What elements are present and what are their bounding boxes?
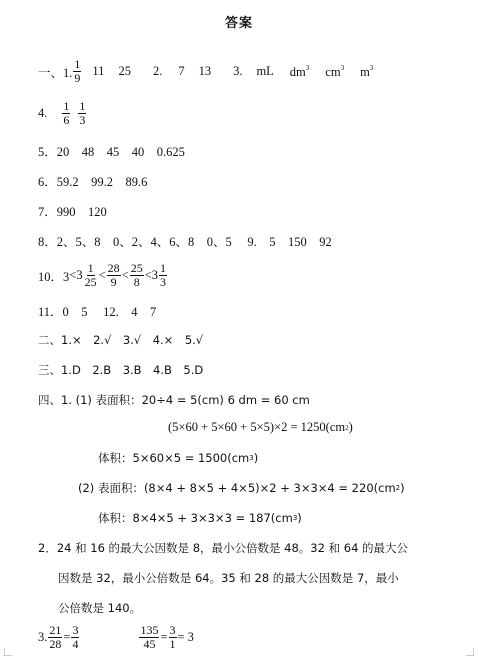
fraction: $\frac{135}{45}$ — [140, 623, 159, 651]
unit: mL — [256, 64, 274, 78]
value: 2. — [152, 64, 163, 78]
item-label: 3. — [38, 630, 48, 644]
fraction: $\frac{1}{9}$ — [74, 57, 81, 85]
answer-line-7: 7．990 120 — [38, 205, 107, 219]
fraction: $\frac{1}{6}$ — [63, 99, 70, 127]
answer-line-10: 10．3 < 3 $\frac{1}{25}$ < $\frac{28}{9}$ < $\frac{25}{8}$ < 3 $\frac{1}{3}$ — [38, 261, 167, 289]
less-than: < — [69, 268, 77, 282]
value: 25 — [118, 64, 131, 78]
value: 13 — [198, 64, 212, 78]
answer-4-2-volume: 体积：8×4×5 + 3×3×3 = 187(cm 3 ) — [98, 511, 302, 525]
value: 7 — [178, 64, 185, 78]
fraction: $\frac{1}{3}$ — [160, 261, 167, 289]
fraction: $\frac{1}{25}$ — [84, 261, 97, 289]
less-than: < — [98, 268, 106, 282]
answer-line-1 — [38, 58, 373, 85]
answer-4-1-surface: 四、1. (1) 表面积：20÷4 = 5(cm) 6 dm = 60 cm — [38, 393, 310, 407]
answer-4-1-volume: 体积：5×60×5 = 1500(cm 3 ) — [98, 451, 259, 465]
less-than: < — [144, 268, 152, 282]
fraction: $\frac{3}{4}$ — [72, 623, 79, 651]
item-label: 10．3 — [38, 269, 70, 284]
answer-4-2-surface: (2) 表面积：(8×4 + 8×5 + 4×5)×2 + 3×3×4 = 220(cm 2 ) — [78, 481, 405, 495]
answer-section-2: 二、1.× 2.√ 3.√ 4.× 5.√ — [38, 333, 204, 347]
value: 3. — [233, 64, 243, 78]
answer-q3: 3. $\frac{21}{28}$ = $\frac{3}{4}$ $\frac{135}{45}$ = $\frac{3}{1}$ = 3 — [38, 623, 194, 651]
less-than: < — [121, 268, 129, 282]
fraction: $\frac{21}{28}$ — [49, 623, 62, 651]
item-label: 一、1. — [38, 65, 73, 80]
unit: $cm^3$ — [325, 63, 345, 79]
answer-q2-line-1: 2．24 和 16 的最大公因数是 8，最小公倍数是 48。32 和 64 的最大公 — [38, 541, 409, 555]
crop-mark-icon — [4, 648, 12, 656]
answer-q2-line-2: 因数是 32，最小公倍数是 64。35 和 28 的最大公因数是 7，最小 — [58, 571, 399, 585]
unit: $dm^3$ — [289, 63, 310, 79]
value: 11 — [92, 64, 105, 78]
answer-line-11: 11．0 5 12. 4 7 — [38, 305, 157, 319]
item-label: 4. — [38, 106, 48, 120]
answer-q2-line-3: 公倍数是 140。 — [58, 601, 142, 615]
fraction: $\frac{28}{9}$ — [107, 261, 120, 289]
fraction: $\frac{1}{3}$ — [79, 99, 86, 127]
answer-line-5: 5．20 48 45 40 0.625 — [38, 145, 185, 159]
unit: $m^3$ — [360, 63, 374, 79]
answer-line-4 — [38, 100, 87, 127]
fraction: $\frac{25}{8}$ — [130, 261, 143, 289]
answer-section-3: 三、1.D 2.B 3.B 4.B 5.D — [38, 363, 204, 377]
crop-mark-icon — [466, 648, 474, 656]
answer-4-1-equation: (5×60 + 5×60 + 5×5)×2 = 1250(cm 2 ) — [168, 420, 353, 434]
fraction: $\frac{3}{1}$ — [169, 623, 176, 651]
answer-line-8: 8．2、5、8 0、2、4、6、8 0、5 9. 5 150 92 — [38, 235, 332, 249]
page-title: 答案 — [224, 16, 253, 31]
answer-line-6: 6．59.2 99.2 89.6 — [38, 175, 148, 189]
